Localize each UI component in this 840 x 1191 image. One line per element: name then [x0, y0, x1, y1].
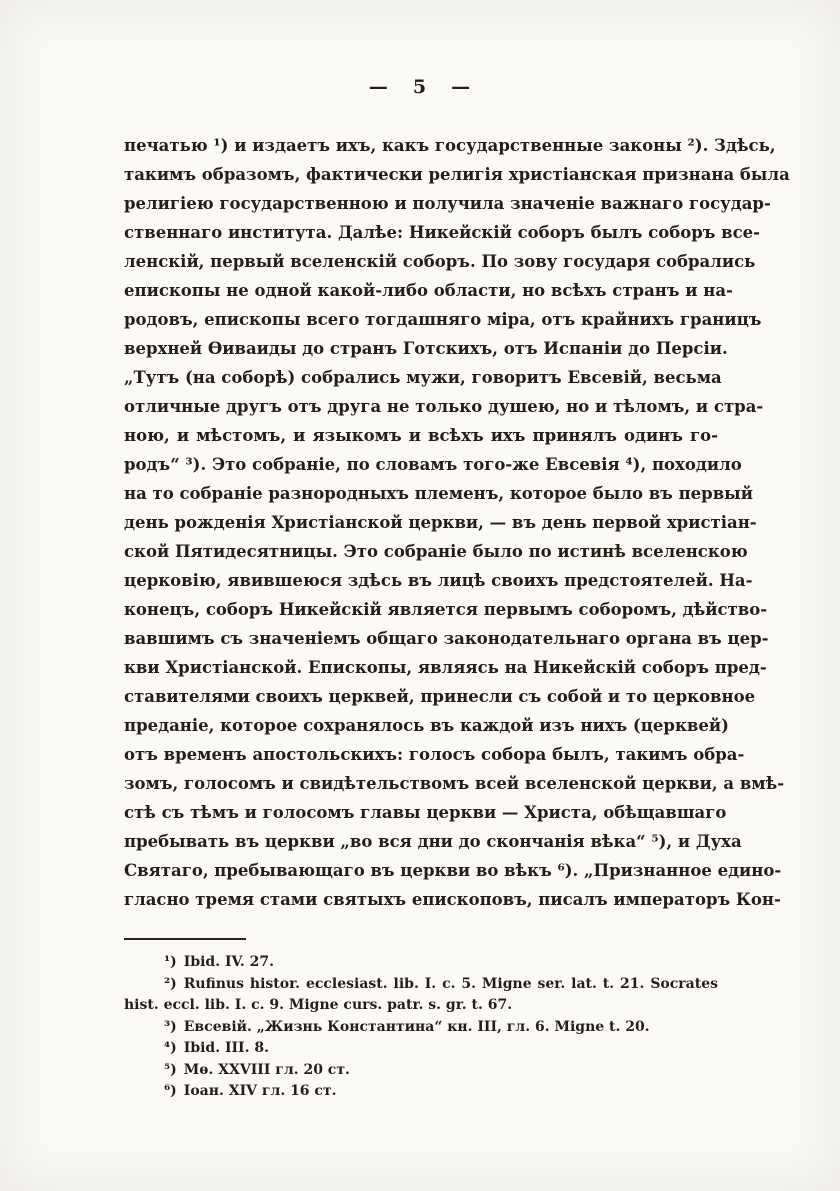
- footnote: [124, 1017, 718, 1039]
- text-line: верхней Ѳиваиды до странъ Готскихъ, отъ Испаніи до Персіи.: [124, 339, 728, 358]
- page-number-ornament-left: —: [368, 76, 389, 98]
- footnote-text: Іоан. XIV гл. 16 ст.: [183, 1083, 337, 1099]
- text-line: конецъ, соборъ Никейскій является первымъ соборомъ, дѣйство-: [124, 600, 768, 619]
- footnote-marker: ⁴): [164, 1040, 177, 1056]
- footnote-text: Ibid. IV. 27.: [183, 954, 275, 970]
- text-line: Святаго, пребывающаго въ церкви во вѣкъ ⁶). „Признанное едино-: [124, 861, 782, 880]
- footnote-divider: [124, 938, 246, 940]
- text-line: епископы не одной какой-либо области, но всѣхъ странъ и на-: [124, 281, 733, 300]
- footnote-marker: ⁶): [164, 1083, 177, 1099]
- text-line: пребывать въ церкви „во вся дни до скончанія вѣка“ ⁵), и Духа: [124, 832, 742, 851]
- text-line: ственнаго института. Далѣе: Никейскій соборъ былъ соборъ все-: [124, 223, 761, 242]
- footnote: [124, 952, 718, 974]
- text-line: гласно тремя стами святыхъ епископовъ, писалъ императоръ Кон-: [124, 890, 781, 909]
- text-line: на то собраніе разнородныхъ племенъ, которое было въ первый: [124, 484, 753, 503]
- footnote-text: Евсевій. „Жизнь Константина“ кн. III, гл. 6. Migne t. 20.: [183, 1018, 650, 1035]
- text-line: отъ временъ апостольскихъ: голосъ собора былъ, такимъ обра-: [124, 745, 745, 764]
- text-line: „Тутъ (на соборѣ) собрались мужи, говоритъ Евсевій, весьма: [124, 368, 722, 387]
- text-line: кви Христіанской. Епископы, являясь на Никейскій соборъ пред-: [124, 658, 767, 677]
- text-line: церковію, явившеюся здѣсь въ лицѣ своихъ предстоятелей. На-: [124, 571, 753, 590]
- footnote: [124, 1081, 718, 1103]
- main-paragraph: [124, 131, 790, 914]
- text-line: ской Пятидесятницы. Это собраніе было по истинѣ вселенскою: [124, 542, 748, 561]
- footnote-text: Мѳ. XXVIII гл. 20 ст.: [183, 1061, 350, 1078]
- text-line: ленскій, первый вселенскій соборъ. По зову государя собрались: [124, 252, 756, 271]
- footnote-text: Ibid. III. 8.: [183, 1040, 269, 1056]
- text-line: стѣ съ тѣмъ и голосомъ главы церкви — Христа, обѣщавшаго: [124, 803, 727, 822]
- footnote-marker: ¹): [164, 954, 177, 970]
- text-line: день рожденія Христіанской церкви, — въ день первой христіан-: [124, 513, 757, 532]
- text-line: преданіе, которое сохранялось въ каждой изъ нихъ (церквей): [124, 716, 729, 735]
- text-line: ставителями своихъ церквей, принесли съ собой и то церковное: [124, 687, 756, 706]
- text-line: религіею государственною и получила значеніе важнаго государ-: [124, 194, 771, 213]
- footnote: [124, 1060, 718, 1082]
- page-header: [0, 76, 840, 98]
- page-number: 5: [412, 76, 428, 98]
- text-line: родъ“ ³). Это собраніе, по словамъ того-же Евсевія ⁴), походило: [124, 455, 742, 474]
- text-line: отличные другъ отъ друга не только душею, но и тѣломъ, и стра-: [124, 397, 764, 416]
- footnote: [124, 974, 718, 1017]
- footnote: [124, 1038, 718, 1060]
- text-line: печатью ¹) и издаетъ ихъ, какъ государственные законы ²). Здѣсь,: [124, 136, 776, 155]
- footnote-text: Rufinus histor. ecclesiast. lib. I. c. 5. Migne ser. lat. t. 21. Socrates hist. eccl. lib. I. c. 9. Migne curs. patr. s. gr. t. 67.: [124, 975, 718, 1013]
- text-line: родовъ, епископы всего тогдашняго міра, отъ крайнихъ границъ: [124, 310, 762, 329]
- page-number-ornament-right: —: [451, 76, 472, 98]
- footnote-marker: ²): [164, 975, 177, 992]
- footnote-marker: ³): [164, 1018, 177, 1035]
- text-line: такимъ образомъ, фактически религія христіанская признана была: [124, 165, 790, 184]
- footnotes-section: [124, 952, 718, 1103]
- text-line: ною, и мѣстомъ, и языкомъ и всѣхъ ихъ принялъ одинъ го-: [124, 426, 718, 445]
- footnote-marker: ⁵): [164, 1061, 177, 1078]
- text-line: вавшимъ съ значеніемъ общаго законодательнаго органа въ цер-: [124, 629, 769, 648]
- text-line: зомъ, голосомъ и свидѣтельствомъ всей вселенской церкви, а вмѣ-: [124, 774, 785, 793]
